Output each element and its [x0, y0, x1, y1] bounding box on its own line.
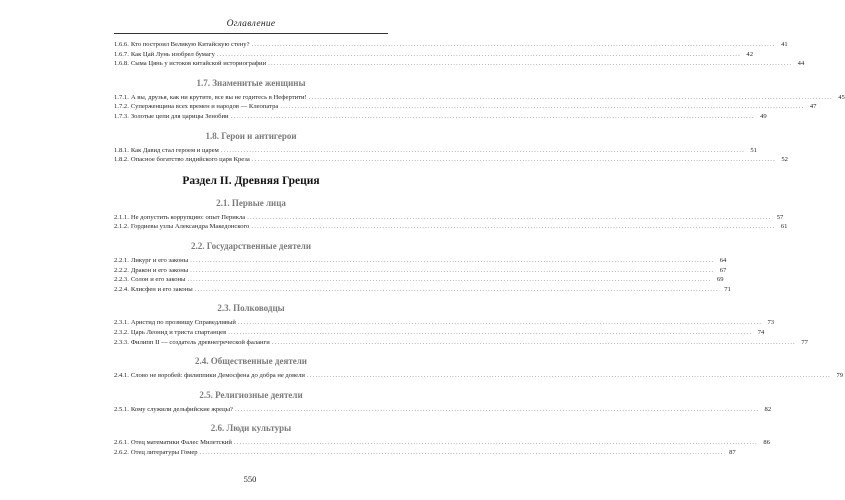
toc-entry-page: 49 [760, 112, 767, 120]
dot-leader [251, 222, 775, 232]
toc-entry-title: А вы, друзья, как ни крутите, все вы не годитесь в Нефертити! [130, 93, 307, 101]
toc-entry-title: Слово не воробей: филиппики Демосфена до добра не довели [130, 372, 305, 380]
toc-entry-number: 1.6.8. [114, 60, 129, 68]
toc-entry-number: 1.8.1. [114, 146, 129, 154]
toc-entry-page: 73 [767, 319, 775, 327]
toc-entry-number: 1.7.1. [114, 93, 129, 101]
dot-leader [247, 213, 771, 223]
toc-entry-page: 64 [719, 256, 727, 264]
section-heading: 2.5. Религиозные деятели [199, 389, 303, 400]
dot-leader [200, 448, 724, 458]
toc-entry [114, 328, 765, 338]
toc-entry-number: 2.2.4. [114, 285, 129, 293]
dot-leader [252, 40, 776, 50]
toc-entry-page: 57 [776, 213, 784, 221]
dot-leader [235, 405, 759, 415]
toc-entry-number: 1.6.6. [114, 41, 129, 48]
toc-entry-title: Суперженщина всех времен и народов — Клеопатра [130, 103, 279, 111]
section-heading: 2.2. Государственные деятели [190, 240, 312, 251]
page-number: 550 [243, 474, 257, 484]
toc-entry [114, 59, 805, 69]
toc-entry-page: 69 [717, 276, 724, 284]
toc-entry-number: 2.1.1. [114, 213, 129, 221]
dot-leader [190, 266, 714, 276]
toc-entry-title: Отец литературы Гомер [130, 448, 198, 456]
toc-entry-page: 77 [801, 338, 808, 346]
dot-leader [307, 371, 831, 381]
toc-entry-title: Как Давид стал героем и царем [130, 146, 219, 154]
toc-entry-title: Золотые цепи для царицы Зенобии [130, 112, 229, 120]
toc-entry [114, 222, 788, 232]
section-heading: 2.1. Первые лица [216, 197, 286, 208]
toc-entry-number: 2.6.2. [114, 448, 129, 456]
dot-leader [280, 102, 804, 112]
dot-leader [187, 275, 711, 285]
toc-entry [114, 448, 736, 458]
toc-entry-number: 2.3.3. [114, 338, 129, 346]
toc-entry-page: 44 [797, 60, 805, 68]
toc-entry-page: 61 [780, 223, 788, 231]
toc-entry-number: 2.4.1. [114, 372, 129, 380]
toc-entry-page: 42 [746, 50, 753, 58]
toc-entry-title: Кто построил Великую Китайскую стену? [130, 41, 250, 48]
toc-entry-page: 74 [757, 328, 765, 336]
toc-entry-page: 67 [719, 266, 727, 274]
toc-entry-page: 41 [781, 41, 788, 48]
toc-entry-title: Филипп II — создатель древнегреческой фаланги [130, 338, 270, 346]
dot-leader [252, 155, 776, 165]
toc-entry-number: 2.5.1. [114, 405, 129, 413]
toc-entry-number: 2.3.1. [114, 319, 129, 327]
toc-entry [114, 40, 788, 50]
toc-entry-number: 2.6.1. [114, 439, 129, 447]
toc-entry-number: 2.2.3. [114, 276, 129, 284]
toc-entry [114, 438, 770, 448]
toc-entry [114, 102, 817, 112]
toc-entry-title: Кому служили дельфийские жрецы? [130, 405, 233, 413]
toc-entry-number: 2.3.2. [114, 328, 129, 336]
toc-entry-title: Аристид по прозвищу Справедливый [130, 319, 236, 327]
toc-entry-title: Опасное богатство лидийского царя Креза [130, 156, 250, 164]
toc-entry-title: Клисфен и его законы [130, 285, 193, 293]
toc-entry-page: 71 [724, 285, 731, 293]
toc-entry [114, 405, 772, 415]
dot-leader [309, 93, 833, 103]
toc-entry-title: Дракон и его законы [130, 266, 189, 274]
toc-entry-page: 87 [729, 448, 736, 456]
toc-entry-title: Как Цай Лунь изобрел бумагу [130, 50, 215, 58]
toc-entry-title: Ликург и его законы [130, 256, 189, 264]
dot-leader [221, 146, 745, 156]
toc-entry-title: Не допустить коррупцию: опыт Перикла [130, 213, 246, 221]
toc-entry-title: Солон и его законы [130, 276, 186, 284]
toc-entry [114, 371, 844, 381]
running-head: Оглавление [226, 19, 276, 29]
dot-leader [231, 112, 755, 122]
toc-entry [114, 338, 808, 348]
toc-entry [114, 146, 757, 156]
dot-leader [217, 50, 741, 60]
toc-entry-title: Царь Леонид и триста спартанцев [130, 328, 227, 336]
dot-leader [238, 318, 762, 328]
toc-entry [114, 266, 727, 276]
toc-page [114, 18, 845, 457]
toc-entry [114, 50, 753, 60]
toc-entry-number: 1.7.3. [114, 112, 129, 120]
toc-entry-page: 47 [809, 103, 817, 111]
section-heading: 1.7. Знаменитые женщины [196, 77, 306, 88]
toc-entry [114, 285, 731, 295]
toc-entry-number: 1.6.7. [114, 50, 129, 58]
toc-entry-number: 1.7.2. [114, 103, 129, 111]
toc-entry [114, 318, 775, 328]
toc-entry [114, 112, 767, 122]
toc-entry-page: 82 [764, 405, 772, 413]
toc-entry-number: 1.8.2. [114, 156, 129, 164]
dot-leader [190, 256, 714, 266]
toc-entry-page: 51 [750, 146, 757, 154]
toc-entry-title: Сыма Цянь у истоков китайской историографии [130, 60, 267, 68]
toc-entry-number: 2.1.2. [114, 223, 129, 231]
dot-leader [272, 338, 796, 348]
table-of-contents [114, 40, 845, 457]
toc-entry [114, 275, 724, 285]
toc-entry [114, 155, 788, 165]
toc-entry-page: 86 [763, 439, 770, 447]
part-heading: Раздел II. Древняя Греция [182, 174, 320, 187]
toc-entry-page: 79 [836, 372, 844, 380]
toc-entry-title: Гордиевы узлы Александра Македонского [130, 223, 250, 231]
section-heading: 2.4. Общественные деятели [195, 356, 307, 367]
section-heading: 2.3. Полководцы [217, 303, 285, 314]
toc-entry-number: 2.2.2. [114, 266, 129, 274]
dot-leader [195, 285, 719, 295]
dot-leader [228, 328, 752, 338]
toc-entry-page: 45 [838, 93, 845, 101]
section-heading: 2.6. Люди культуры [210, 423, 292, 434]
dot-leader [268, 59, 792, 69]
section-heading: 1.8. Герои и антигерои [205, 130, 297, 141]
toc-entry [114, 93, 845, 103]
header-rule [114, 33, 388, 34]
toc-entry-title: Отец математики Фалес Милетский [130, 439, 232, 447]
toc-entry [114, 256, 727, 266]
toc-entry-number: 2.2.1. [114, 256, 129, 264]
toc-entry [114, 213, 784, 223]
dot-leader [234, 438, 758, 448]
toc-entry-page: 52 [781, 156, 788, 164]
